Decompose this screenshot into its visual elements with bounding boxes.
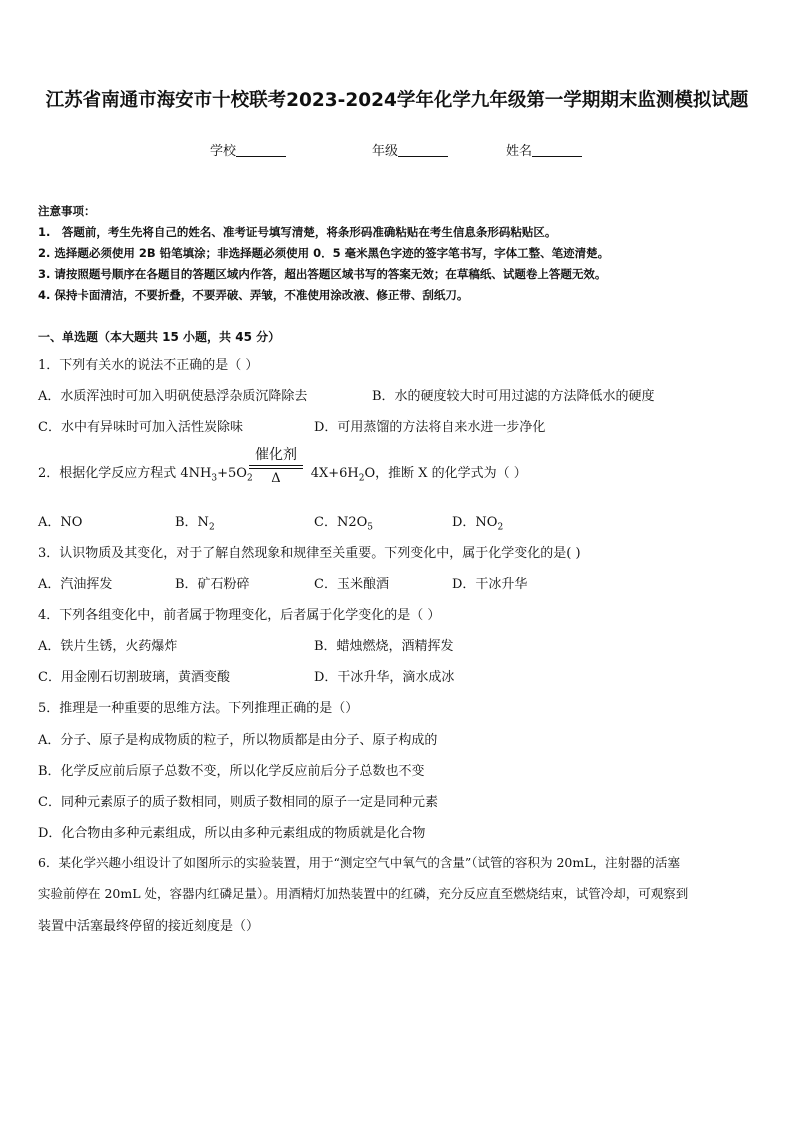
q5-option-c: C．同种元素原子的质子数相同，则质子数相同的原子一定是同种元素 [38, 795, 438, 810]
q2-subscript: 2 [246, 473, 253, 484]
section-heading: 一、单选题（本大题共 15 小题，共 45 分） [38, 330, 281, 344]
q2-option-a: A．NO [38, 515, 83, 530]
q2-subscript: 2 [497, 522, 504, 533]
reaction-condition [246, 444, 303, 486]
q2-text: O，推断 X 的化学式为（ ） [364, 466, 527, 481]
question-6-line: 实验前停在 20mL 处，容器内红磷足量）。用酒精灯加热装置中的红磷，充分反应直至燃烧结束，试管冷却，可观察到 [38, 886, 689, 901]
q5-option-b: B．化学反应前后原子总数不变，所以化学反应前后分子总数也不变 [38, 764, 425, 779]
grade-label: 年级 [372, 144, 399, 159]
name-field [506, 140, 582, 159]
q2-subscript: 5 [367, 522, 373, 533]
q2-text: +5O [217, 466, 247, 481]
q2-text: 4X+6H [310, 466, 359, 481]
question-6-line: 6．某化学兴趣小组设计了如图所示的实验装置，用于“测定空气中氧气的含量”（试管的容积为 20mL，注射器的活塞 [38, 855, 681, 870]
q2-option-c-text: C．N2O [314, 515, 368, 530]
question-4-stem: 4．下列各组变化中，前者属于物理变化，后者属于化学变化的是（ ） [38, 608, 441, 623]
q1-option-b: B．水的硬度较大时可用过滤的方法降低水的硬度 [372, 389, 655, 404]
name-blank [532, 144, 582, 157]
notice-item: 2. 选择题必须使用 2B 铅笔填涂；非选择题必须使用 0．5 毫米黑色字迹的签字笔书写，字体工整、笔迹清楚。 [38, 246, 610, 260]
notice-item: 4. 保持卡面清洁，不要折叠，不要弄破、弄皱，不准使用涂改液、修正带、刮纸刀。 [38, 288, 469, 302]
question-3-stem: 3．认识物质及其变化，对于了解自然现象和规律至关重要。下列变化中，属于化学变化的是( ) [38, 546, 581, 561]
school-blank [236, 144, 286, 157]
name-label: 姓名 [506, 144, 533, 159]
q4-option-d: D．干冰升华，滴水成冰 [314, 670, 455, 685]
notice-heading: 注意事项： [38, 204, 96, 218]
q4-option-b: B．蜡烛燃烧，酒精挥发 [314, 639, 454, 654]
grade-blank [398, 144, 448, 157]
q1-option-c: C．水中有异味时可加入活性炭除味 [38, 420, 243, 435]
q2-subscript: 2 [208, 522, 215, 533]
question-6-line: 装置中活塞最终停留的接近刻度是（） [38, 919, 260, 934]
q1-option-a: A．水质浑浊时可加入明矾使悬浮杂质沉降除去 [38, 389, 308, 404]
q5-option-a: A．分子、原子是构成物质的粒子，所以物质都是由分子、原子构成的 [38, 733, 438, 748]
q3-option-c: C．玉米酿酒 [314, 577, 389, 592]
grade-field [372, 140, 448, 159]
q2-option-c [314, 511, 373, 533]
notice-item: 3. 请按照题号顺序在各题目的答题区域内作答，超出答题区域书写的答案无效；在草稿纸、试题卷上答题无效。 [38, 267, 607, 281]
q2-text: 2．根据化学反应方程式 4NH [38, 466, 212, 481]
catalyst-label: 催化剂 [249, 444, 303, 466]
school-label: 学校 [210, 144, 237, 159]
q2-option-b [175, 511, 215, 533]
q2-option-b-text: B．N [175, 515, 209, 530]
question-1-stem: 1．下列有关水的说法不正确的是（ ） [38, 358, 259, 373]
q5-option-d: D．化合物由多种元素组成，所以由多种元素组成的物质就是化合物 [38, 826, 426, 841]
q4-option-a: A．铁片生锈，火药爆炸 [38, 639, 178, 654]
q3-option-d: D．干冰升华 [452, 577, 528, 592]
q3-option-b: B．矿石粉碎 [175, 577, 250, 592]
page-title: 江苏省南通市海安市十校联考2023-2024学年化学九年级第一学期期末监测模拟试题 [45, 90, 749, 111]
notice-item: 1. 答题前，考生先将自己的姓名、准考证号填写清楚，将条形码准确粘贴在考生信息条形码粘贴区。 [38, 225, 557, 239]
heat-symbol: Δ [249, 468, 303, 486]
school-field [210, 140, 286, 159]
q2-subscript: 2 [358, 473, 365, 484]
q2-option-d-text: D．NO [452, 515, 498, 530]
q2-subscript: 3 [211, 473, 218, 484]
q1-option-d: D．可用蒸馏的方法将自来水进一步净化 [314, 420, 546, 435]
q4-option-c: C．用金刚石切割玻璃，黄酒变酸 [38, 670, 230, 685]
q2-option-d [452, 511, 503, 533]
q3-option-a: A．汽油挥发 [38, 577, 113, 592]
question-5-stem: 5．推理是一种重要的思维方法。下列推理正确的是（） [38, 701, 359, 716]
